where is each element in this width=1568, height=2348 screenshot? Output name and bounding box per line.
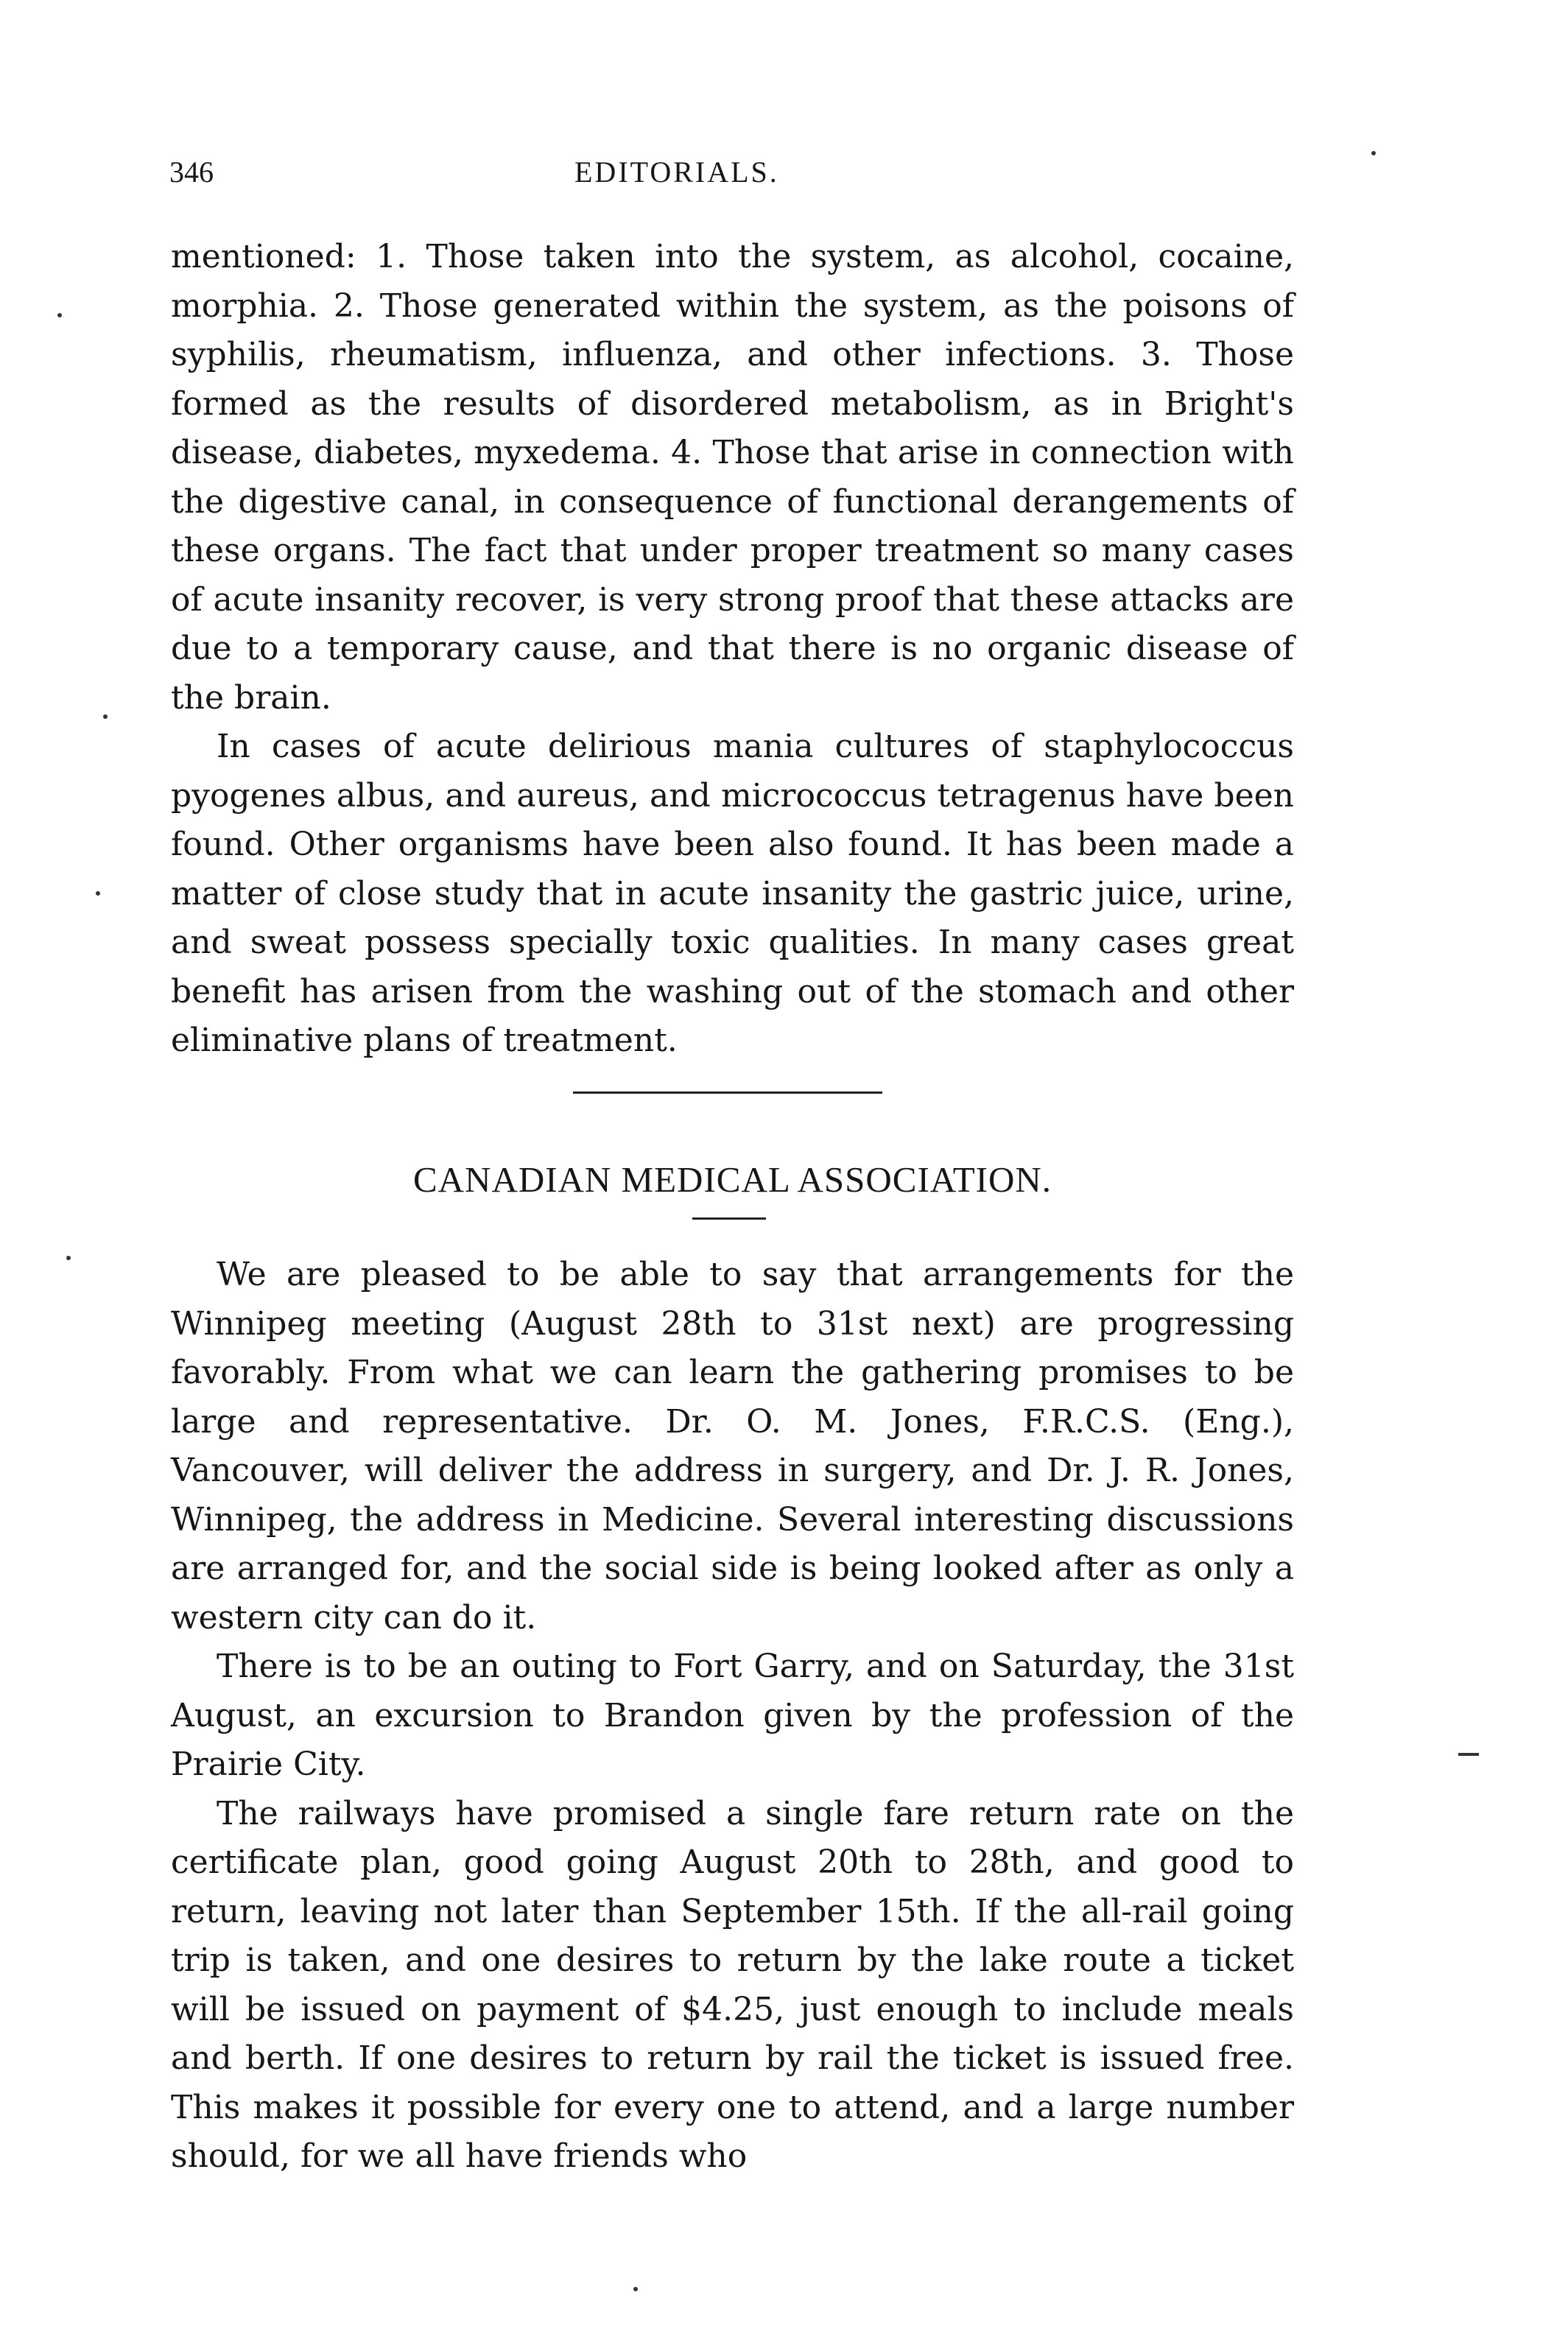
section-divider-rule [573,1092,882,1094]
heading-underline-rule [692,1217,766,1220]
paragraph: We are pleased to be able to say that arrangements for the Winnipeg meeting (August 28th to 31st next) are progressing favorably. From what we can learn the gathering promises to be large and representative. Dr. O. M. Jones, F.R.C.S. (Eng.), Vancouver, will deliver the address in surgery, and Dr. J. R. Jones, Winnipeg, the address in Medicine. Several interesting discussions are arranged for, and the social side is being looked after as only a western city can do it. [171,1256,1294,1637]
scan-speck [57,313,62,317]
paragraph: The railways have promised a single fare return rate on the certificate plan, good going August 20th to 28th, and good to return, leaving not later than September 15th. If the all-rail going trip is taken, and one desires to return by the lake route a ticket will be issued on payment of $4.25, just enough to include meals and berth. If one desires to return by rail the ticket is issued free. This makes it possible for every one to attend, and a large number should, for we all have friends who [171,1794,1294,2175]
section-heading: CANADIAN MEDICAL ASSOCIATION. [412,1159,1052,1200]
scan-speck [103,714,108,719]
scan-speck [633,2287,638,2291]
margin-mark [1458,1753,1479,1756]
section-body [171,1251,1294,2182]
scan-speck [96,891,100,896]
continued-article-body [171,233,1294,1066]
paragraph: mentioned: 1. Those taken into the system, as alcohol, cocaine, morphia. 2. Those generated within the system, as the poisons of syphilis, rheumatism, influenza, and other infections. 3. Those formed as the results of disordered metabolism, as in Bright's disease, diabetes, myxedema. 4. Those that arise in connection with the digestive canal, in consequence of functional derangements of these organs. The fact that under proper treatment so many cases of acute insanity recover, is very strong proof that these attacks are due to a temporary cause, and that there is no organic disease of the brain. [171,238,1294,717]
paragraph: There is to be an outing to Fort Garry, and on Saturday, the 31st August, an excursion to Brandon given by the profession of the Prairie City. [171,1648,1294,1783]
page-number: 346 [169,155,214,189]
running-head: EDITORIALS. [574,155,779,189]
paragraph: In cases of acute delirious mania cultures of staphylococcus pyogenes albus, and aureus, and micrococcus tetragenus have been found. Other organisms have been also found. It has been made a matter of close study that in acute insanity the gastric juice, urine, and sweat possess specially toxic qualities. In many cases great benefit has arisen from the washing out of the stomach and other eliminative plans of treatment. [171,728,1294,1059]
scan-speck [1371,151,1376,155]
scan-speck [66,1256,71,1260]
